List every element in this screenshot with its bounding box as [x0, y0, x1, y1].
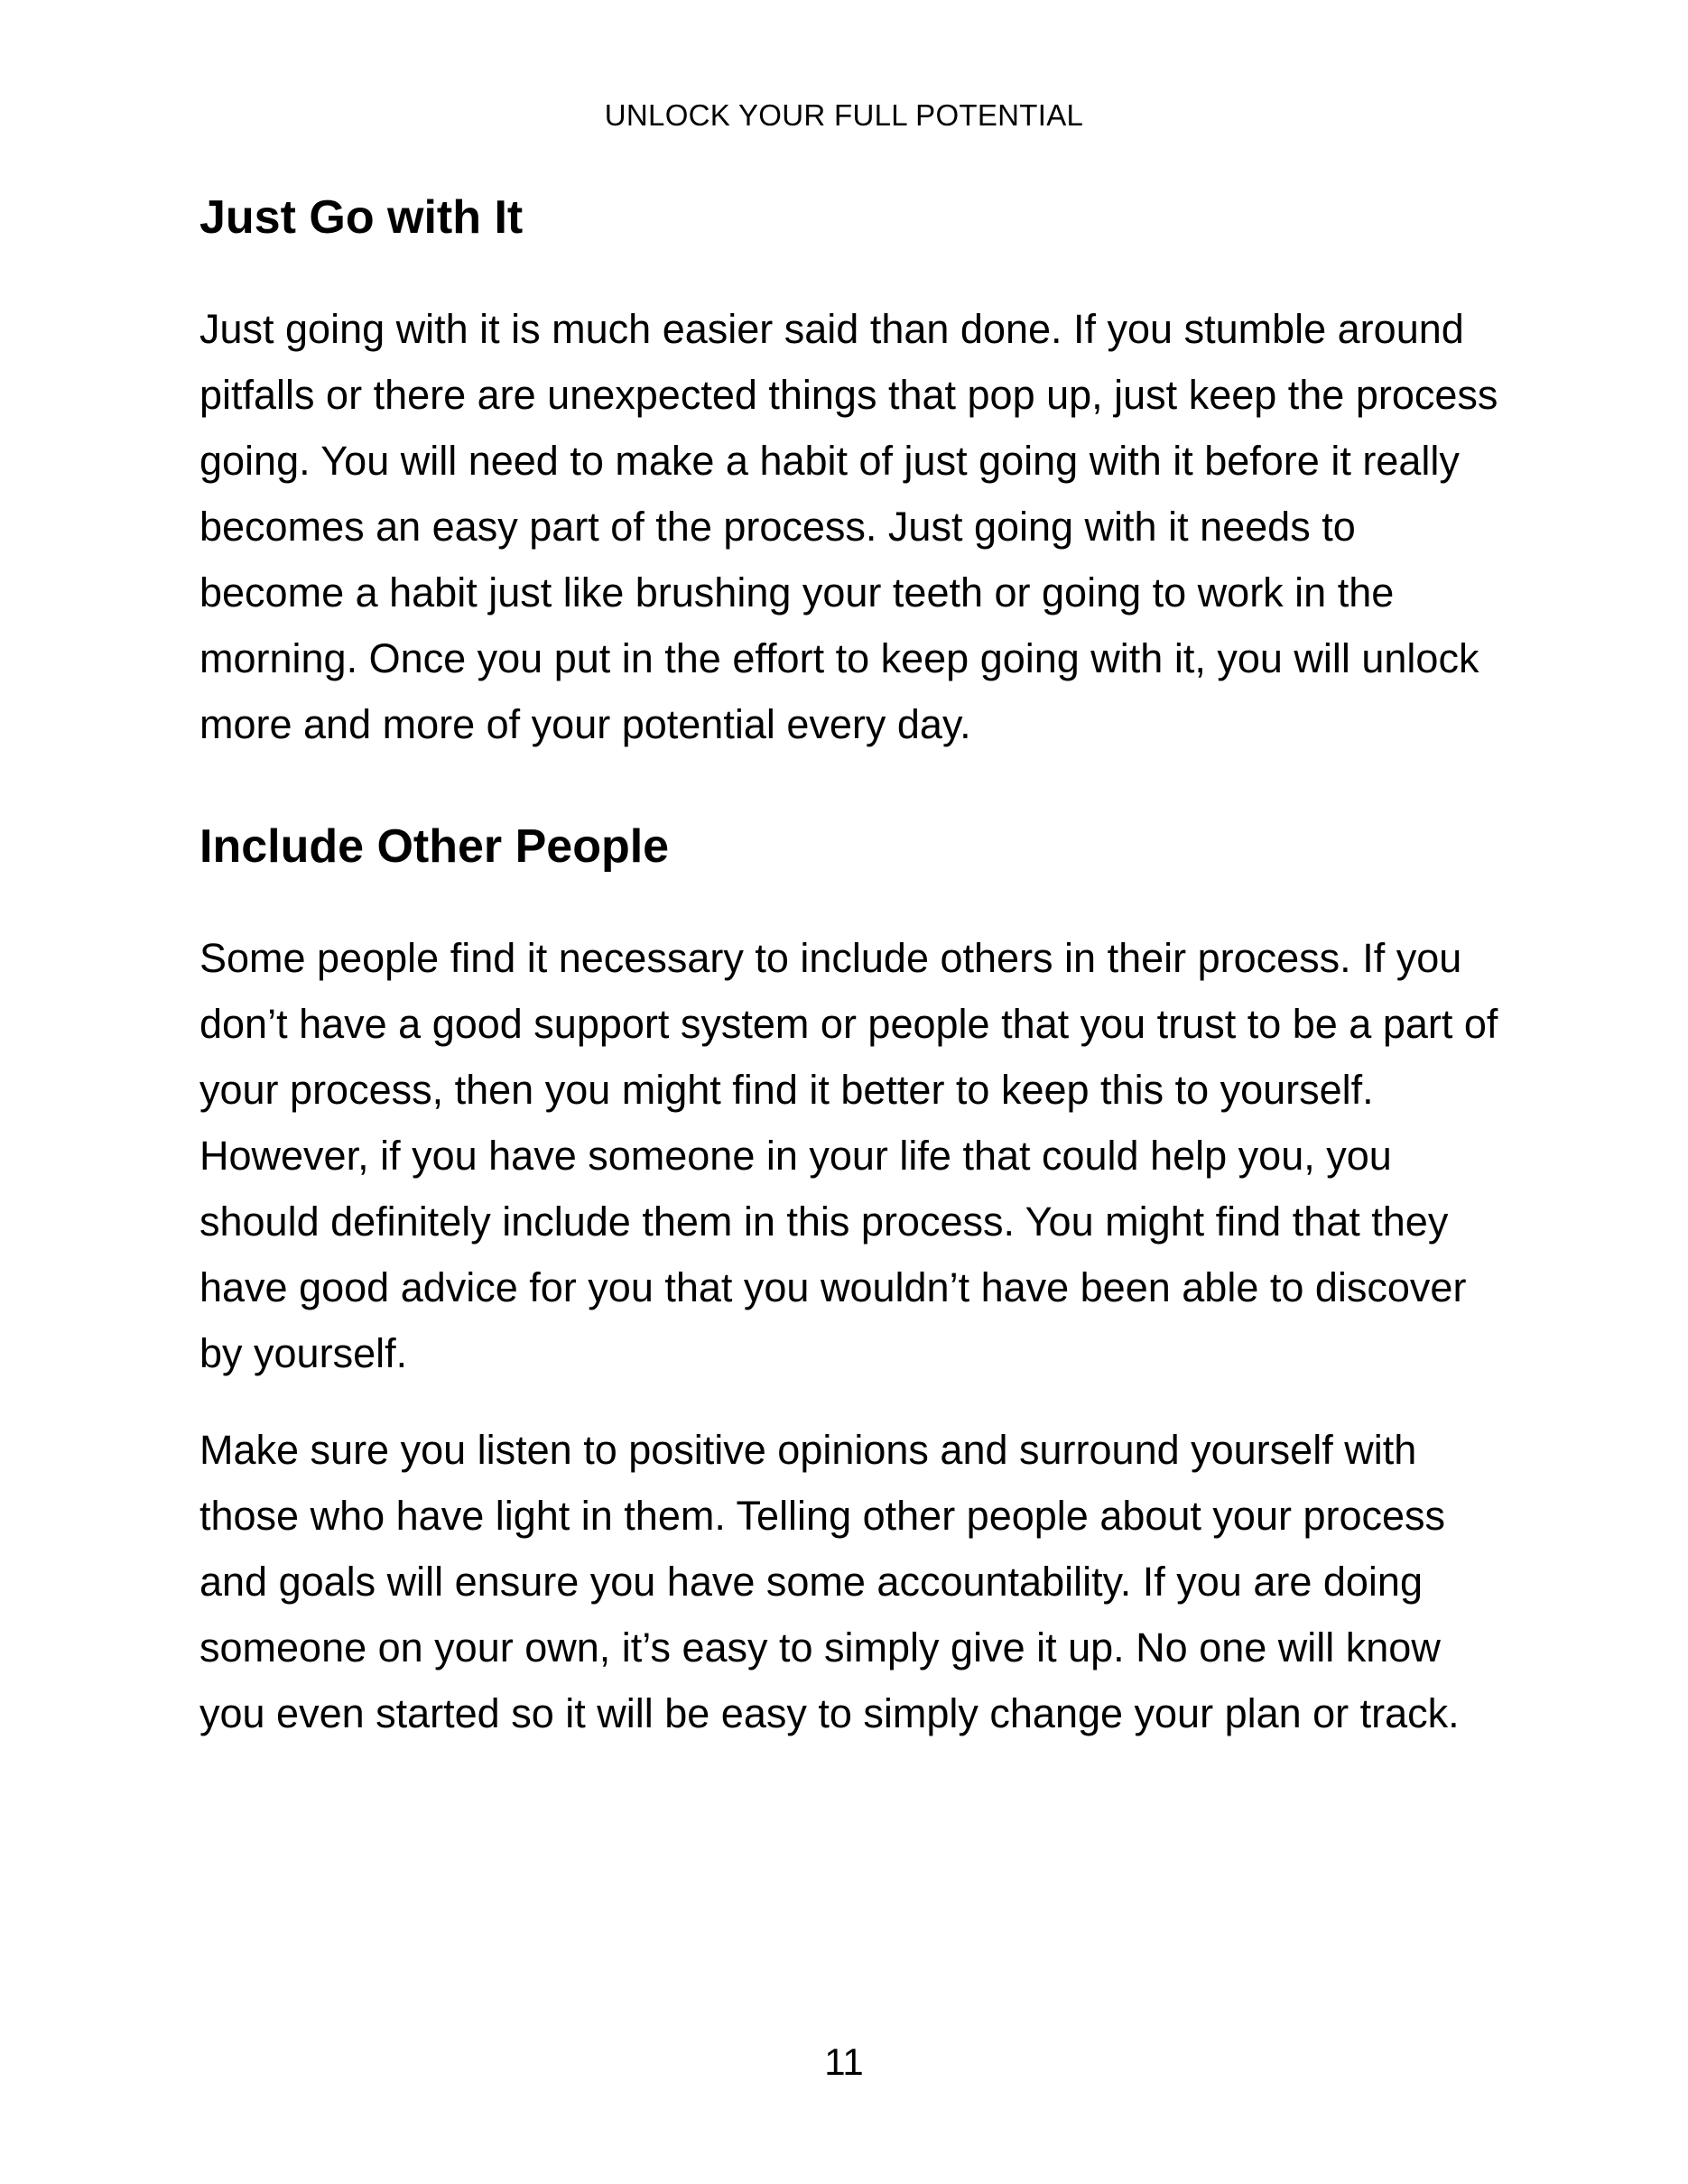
paragraph-include-other-people-2: Make sure you listen to positive opinions and surround yourself with those who have light in them. Telling other people about your process and goals will ensure you have some accountability. If you are doing someone on your own, it’s easy to simply give it up. No one will know you even started so it will be easy to simply change your plan or track.	[199, 1427, 1460, 1736]
paragraph-just-go-with-it: Just going with it is much easier said than done. If you stumble around pitfalls or there are unexpected things that pop up, just keep the process going. You will need to make a habit of just going with it before it really becomes an easy part of the process. Just going with it needs to become a habit just like brushing your teeth or going to work in the morning. Once you put in the effort to keep going with it, you will unlock more and more of your potential every day.	[199, 306, 1498, 747]
section-heading-just-go-with-it: Just Go with It	[199, 191, 524, 244]
page-body	[199, 186, 1499, 1746]
section-heading-include-other-people: Include Other People	[199, 820, 670, 873]
paragraph-include-other-people-1: Some people find it necessary to include others in their process. If you don’t have a good support system or people that you trust to be a part of your process, then you might find it better to keep this to yourself. However, if you have someone in your life that could help you, you should definitely include them in this process. You might find that they have good advice for you that you wouldn’t have been able to discover by yourself.	[199, 935, 1498, 1376]
running-header: UNLOCK YOUR FULL POTENTIAL	[604, 98, 1084, 132]
page-number: 11	[824, 2041, 864, 2083]
